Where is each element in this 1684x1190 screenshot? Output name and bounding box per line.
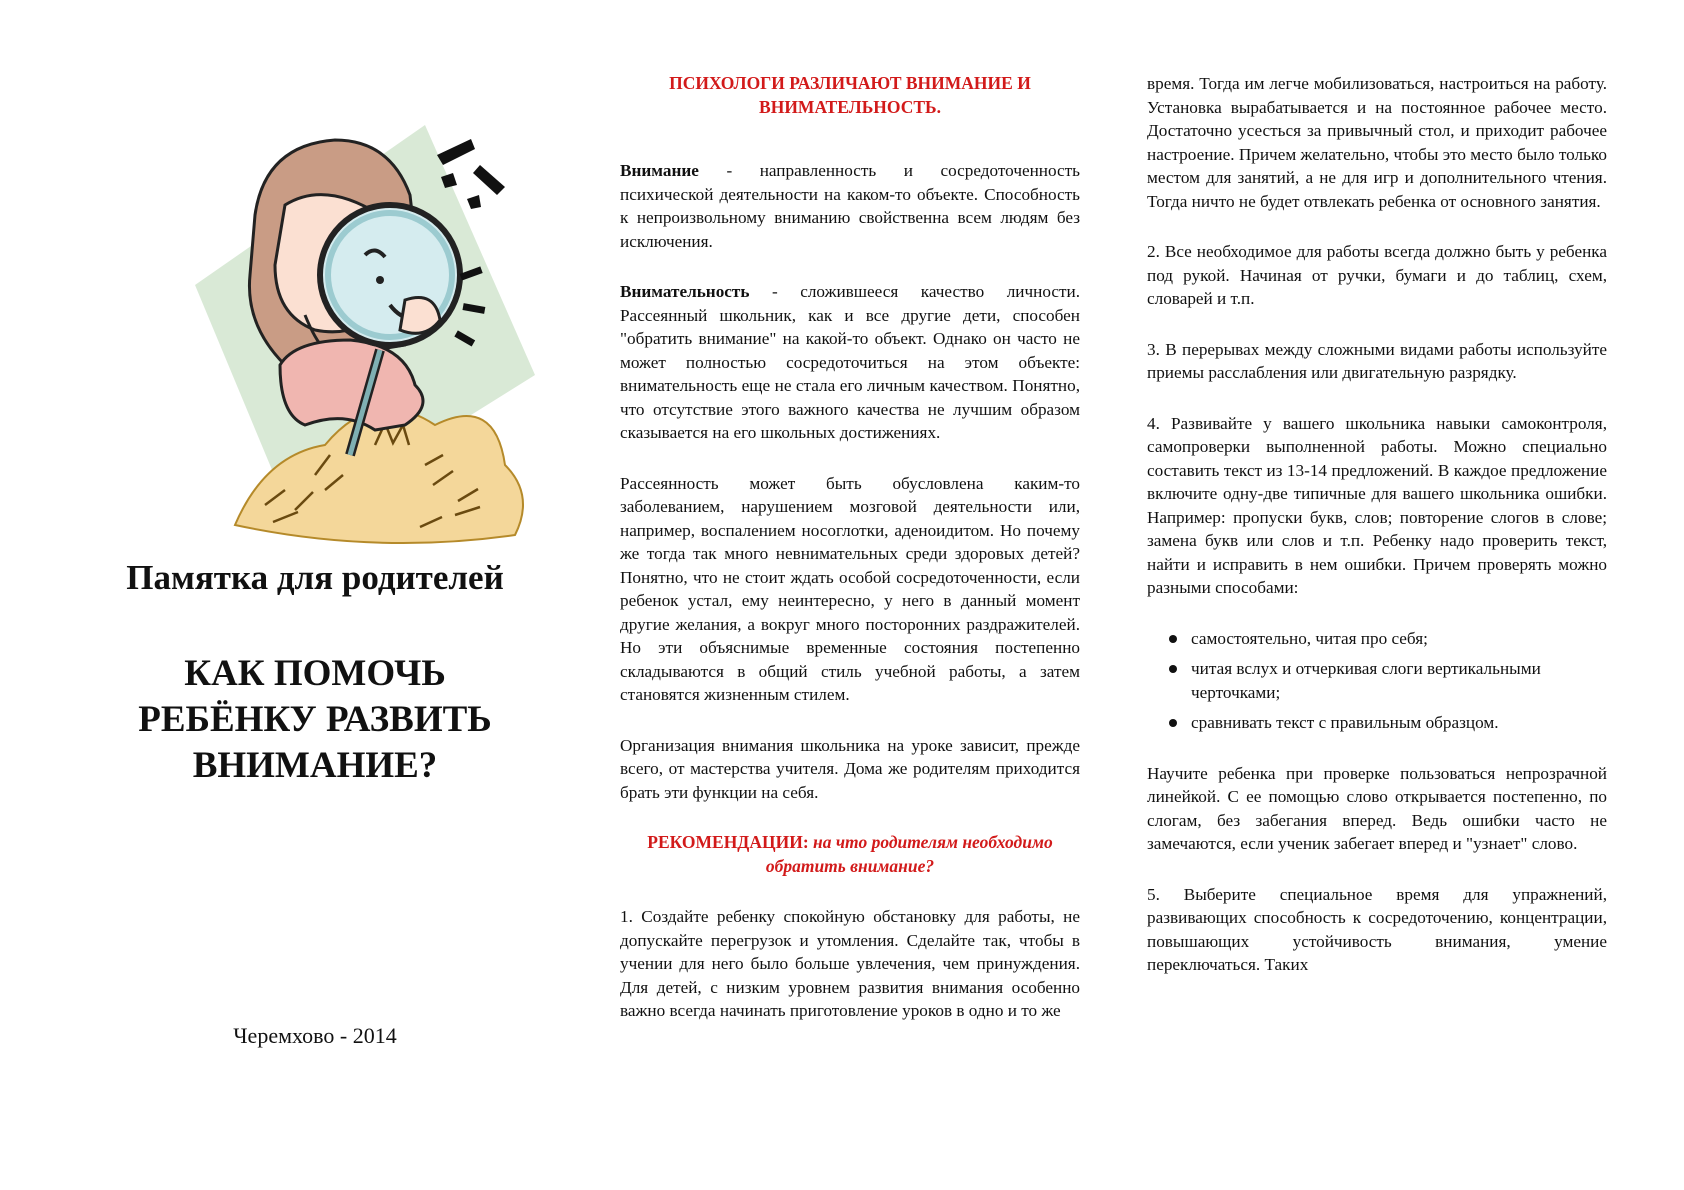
recommendation-2: 2. Все необходимое для работы всегда должно быть у ребенка под рукой. Начиная от ручки, бумаги и до таблиц, схем, словарей и т.п.: [1147, 242, 1607, 308]
term-attention: Внимание: [620, 161, 699, 180]
main-title-line-3: ВНИМАНИЕ?: [192, 745, 438, 786]
bullet-icon: [1169, 665, 1177, 673]
main-title: [70, 651, 560, 789]
main-title-line-2: РЕБЁНКУ РАЗВИТЬ: [138, 699, 492, 740]
middle-column: [620, 72, 1080, 1050]
paragraph-ruler: Научите ребенка при проверке пользоваться непрозрачной линейкой. С ее помощью слово открывается постепенно, по слогам, без забегания вперед. Ведь ошибки часто не замечаются, если ученик забегает вперед и "узнает" слово.: [1147, 763, 1607, 853]
bullet-icon: [1169, 635, 1177, 643]
section-heading-psychologists: ПСИХОЛОГИ РАЗЛИЧАЮТ ВНИМАНИЕ И ВНИМАТЕЛЬНОСТЬ.: [669, 73, 1031, 117]
place-year: Черемхово - 2014: [233, 1023, 397, 1048]
girl-with-magnifier-illustration: [175, 125, 595, 565]
main-title-line-1: КАК ПОМОЧЬ: [184, 653, 446, 694]
recommendation-5: 5. Выберите специальное время для упражнений, развивающих способность к сосредоточению, концентрации, повышающих устойчивость внимания, умение переключаться. Таких: [1147, 884, 1607, 974]
term-attentiveness: Внимательность: [620, 282, 750, 301]
list-item: читая вслух и отчеркивая слоги вертикальными черточками;: [1169, 657, 1607, 704]
recommendation-3: 3. В перерывах между сложными видами работы используйте приемы расслабления или двигательную разрядку.: [1147, 339, 1607, 382]
cover-column: [70, 0, 560, 1190]
check-methods-list: [1147, 627, 1607, 735]
section-heading-recommendations: РЕКОМЕНДАЦИИ: на что родителям необходимо обратить внимание?: [647, 832, 1053, 876]
paragraph-attention: Внимание - направленность и сосредоточенность психической деятельности на каком-то объекте. Способность к непроизвольному вниманию свойственна всем людям без исключения.: [620, 161, 1080, 251]
paragraph-organization: Организация внимания школьника на уроке зависит, прежде всего, от мастерства учителя. Дома же родителям приходится брать эти функции на себя.: [620, 735, 1080, 802]
list-item: самостоятельно, читая про себя;: [1169, 627, 1607, 651]
right-column: [1147, 72, 1607, 1004]
bullet-icon: [1169, 719, 1177, 727]
recommendation-4: 4. Развивайте у вашего школьника навыки самоконтроля, самопроверки выполненной работы. Можно специально составить текст из 13-14 предложений. В каждое предложение включите одну-две типичные для вашего школьника ошибки. Например: пропуски букв, слов; повторение слогов в слове; замена букв или слов и т.п. Ребенку надо проверить текст, найти и исправить в нем ошибки. Причем проверять можно разными способами:: [1147, 413, 1607, 597]
recommendation-1: 1. Создайте ребенку спокойную обстановку для работы, не допускайте перегрузок и утомления. Сделайте так, чтобы в учении для него было больше увлечения, чем принуждения. Для детей, с низким уровнем развития внимания особенно важно всегда начинать приготовление уроков в одно и то же: [620, 907, 1080, 1020]
paragraph-distraction: Рассеянность может быть обусловлена каким-то заболеванием, нарушением мозговой деятельности или, например, воспалением носоглотки, аденоидитом. Но почему же тогда так много невнимательных среди здоровых детей? Понятно, что не стоит ждать особой сосредоточенности, если ребенок устал, ему неинтересно, у него в данный момент другие желания, а вокруг много посторонних раздражителей. Но эти объяснимые временные состояния постепенно складываются в общий стиль учебной работы, а затем становятся жизненным стилем.: [620, 473, 1080, 704]
recommendation-1-continued: время. Тогда им легче мобилизоваться, настроиться на работу. Установка вырабатывается и на постоянное рабочее место. Достаточно усесться за привычный стол, и приходит рабочее настроение. Причем желательно, чтобы это место было только местом для занятий, а не для игр и дополнительного чтения. Тогда ничто не будет отвлекать ребенка от основного занятия.: [1147, 74, 1607, 211]
paragraph-attentiveness: Внимательность - сложившееся качество личности. Рассеянный школьник, как и все другие дети, способен "обратить внимание" на какой-то объект. Однако он часто не может полностью сосредоточиться на этом объекте: внимательность еще не стала его личным качеством. Понятно, что отсутствие этого важного качества не лучшим образом сказывается на его школьных достижениях.: [620, 282, 1080, 442]
memo-title: Памятка для родителей: [126, 558, 504, 597]
list-item: сравнивать текст с правильным образцом.: [1169, 711, 1607, 735]
